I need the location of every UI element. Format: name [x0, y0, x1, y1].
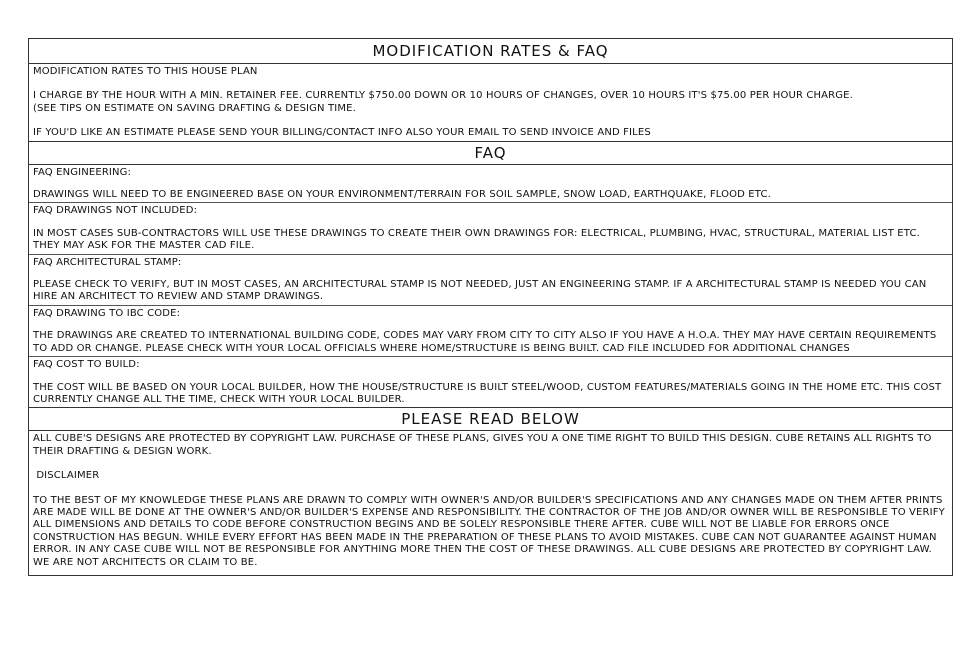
faq-item-drawings-not-included	[29, 203, 952, 254]
faq-answer: THE DRAWINGS ARE CREATED TO INTERNATIONAL BUILDING CODE, CODES MAY VARY FROM CITY TO CITY ALSO IF YOU HAVE A H.O.A. THEY MAY HAVE CERTAIN REQUIREMENTS TO ADD OR CHANGE. PLEASE CHECK WITH YOUR LOCAL OFFICIALS WHERE HOME/STRUCTURE IS BEING BUILT. CAD FILE INCLUDED FOR ADDITIONAL CHANGES	[33, 330, 937, 354]
faq-item-engineering	[29, 165, 952, 204]
rates-heading: MODIFICATION RATES TO THIS HOUSE PLAN	[33, 66, 258, 77]
notice-block	[29, 431, 952, 575]
faq-answer: PLEASE CHECK TO VERIFY, BUT IN MOST CASES, AN ARCHITECTURAL STAMP IS NOT NEEDED, JUST AN ENGINEERING STAMP. IF A ARCHITECTURAL STAMP IS NEEDED YOU CAN HIRE AN ARCHITECT TO REVIEW AND STAMP DRAWINGS.	[33, 279, 927, 303]
faq-item-cost-to-build	[29, 357, 952, 408]
rates-block	[29, 64, 952, 142]
rates-line-1: I CHARGE BY THE HOUR WITH A MIN. RETAINER FEE. CURRENTLY $750.00 DOWN OR 10 HOURS OF CHANGES, OVER 10 HOURS IT'S $75.00 PER HOUR CHARGE.	[33, 90, 853, 102]
rates-section-title: MODIFICATION RATES & FAQ	[29, 39, 952, 64]
read-below-section-title: PLEASE READ BELOW	[29, 408, 952, 431]
faq-question: FAQ COST TO BUILD:	[33, 359, 140, 371]
faq-question: FAQ ARCHITECTURAL STAMP:	[33, 256, 182, 268]
faq-answer: DRAWINGS WILL NEED TO BE ENGINEERED BASE ON YOUR ENVIRONMENT/TERRAIN FOR SOIL SAMPLE, SNOW LOAD, EARTHQUAKE, FLOOD ETC.	[33, 189, 771, 201]
rates-line-3: IF YOU'D LIKE AN ESTIMATE PLEASE SEND YOUR BILLING/CONTACT INFO ALSO YOUR EMAIL TO SEND INVOICE AND FILES	[33, 127, 651, 139]
faq-question: FAQ DRAWING TO IBC CODE:	[33, 307, 181, 319]
faq-question: FAQ DRAWINGS NOT INCLUDED:	[33, 205, 198, 217]
disclaimer-label: DISCLAIMER	[33, 470, 100, 482]
copyright-notice: ALL CUBE'S DESIGNS ARE PROTECTED BY COPYRIGHT LAW. PURCHASE OF THESE PLANS, GIVES YOU A ONE TIME RIGHT TO BUILD THIS DESIGN. CUBE RETAINS ALL RIGHTS TO THEIR DRAFTING & DESIGN WORK.	[33, 433, 932, 457]
faq-item-architectural-stamp	[29, 255, 952, 306]
disclaimer-text: TO THE BEST OF MY KNOWLEDGE THESE PLANS ARE DRAWN TO COMPLY WITH OWNER'S AND/OR BUILDER'S SPECIFICATIONS AND ANY CHANGES MADE ON THEM AFTER PRINTS ARE MADE WILL BE DONE AT THE OWNER'S AND/OR BUILDER'S EXPENSE AND RESPONSIBILITY. THE CONTRACTOR OF THE JOB AND/OR OWNER WILL BE RESPONSIBLE TO VERIFY ALL DIMENSIONS AND DETAILS TO CODE BEFORE CONSTRUCTION BEGINS AND BE SOLELY RESPONSIBLE THERE AFTER. CUBE WILL NOT BE LIABLE FOR ERRORS ONCE CONSTRUCTION HAS BEGUN. WHILE EVERY EFFORT HAS BEEN MADE IN THE PREPARATION OF THESE PLANS TO AVOID MISTAKES. CUBE CAN NOT GUARANTEE AGAINST HUMAN ERROR. IN ANY CASE CUBE WILL NOT BE RESPONSIBLE FOR ANYTHING MORE THEN THE COST OF THESE DRAWINGS. ALL CUBE DESIGNS ARE PROTECTED BY COPYRIGHT LAW. WE ARE NOT ARCHITECTS OR CLAIM TO BE.	[33, 494, 945, 568]
faq-answer: THE COST WILL BE BASED ON YOUR LOCAL BUILDER, HOW THE HOUSE/STRUCTURE IS BUILT STEEL/WOOD, CUSTOM FEATURES/MATERIALS GOING IN THE HOME ETC. THIS COST CURRENTLY CHANGE ALL THE TIME, CHECK WITH YOUR LOCAL BUILDER.	[33, 381, 942, 405]
faq-answer: IN MOST CASES SUB-CONTRACTORS WILL USE THESE DRAWINGS TO CREATE THEIR OWN DRAWINGS FOR: ELECTRICAL, PLUMBING, HVAC, STRUCTURAL, MATERIAL LIST ETC. THEY MAY ASK FOR THE MASTER CAD FILE.	[33, 227, 920, 252]
info-sheet	[28, 38, 953, 576]
faq-question: FAQ ENGINEERING:	[33, 166, 132, 178]
faq-section-title: FAQ	[29, 142, 952, 165]
faq-item-ibc-code	[29, 306, 952, 357]
rates-line-2: (SEE TIPS ON ESTIMATE ON SAVING DRAFTING & DESIGN TIME.	[33, 102, 356, 114]
